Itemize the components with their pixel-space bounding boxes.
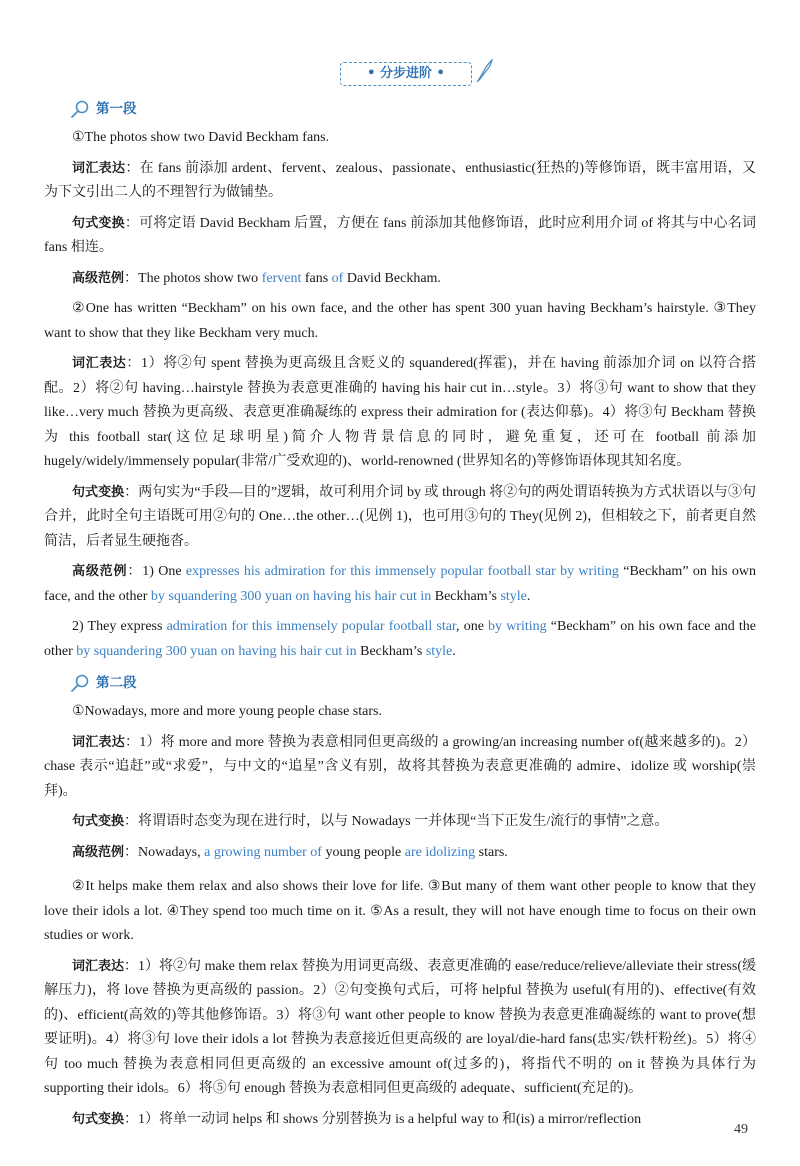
model-label: 高级范例: [72, 270, 125, 286]
s1-sentence-1: ①The photos show two David Beckham fans.: [72, 130, 330, 145]
model-highlight: admiration for this immensely popular football star: [166, 619, 457, 634]
s2-model-1: [44, 841, 756, 866]
s2-syntax-1: [44, 810, 756, 835]
model-text: Beckham’s: [356, 643, 426, 659]
model-highlight: by squandering 300 yuan on having his hair cut in: [76, 643, 357, 659]
syntax-label: 句式变换: [72, 215, 125, 231]
s1-vocab-1: [44, 157, 756, 206]
vocab-label: 词汇表达: [72, 356, 127, 371]
s1-model-2: [44, 560, 756, 609]
s1-syntax-2: [44, 481, 756, 555]
model-highlight: style: [425, 643, 453, 659]
section-2-heading: [70, 670, 756, 696]
s2-sentence-1: ①Nowadays, more and more young people chase stars.: [72, 704, 382, 719]
s1-vocab-1-text: ：在 fans 前添加 ardent、fervent、zealous、passionate、enthusiastic(狂热的)等修饰语，既丰富用语，又为下文引出二人的不理智行为做铺垫。: [44, 160, 756, 200]
section-banner: [340, 62, 472, 86]
magnifier-icon: [70, 673, 90, 693]
s1-syntax-2-text: ：两句实为“手段—目的”逻辑，故可利用介词 by 或 through 将②句的两处谓语转换为方式状语以与③句合并，此时全句主语既可用②句的 One…the other…(见例 1)，也可用③句的 They(见例 2)，但相较之下，前者更自然简洁，后者显生硬拖沓。: [44, 484, 756, 549]
s2-syntax-2: [44, 1108, 756, 1133]
model-highlight: expresses his admiration for this immensely popular football star by writing: [185, 564, 619, 579]
s2-syntax-2-text: ：1）将单一动词 helps 和 shows 分别替换为 is a helpful way to 和(is) a mirror/reflection: [124, 1111, 642, 1127]
s2-vocab-2-text: ：1）将②句 make them relax 替换为用词更高级、表意更准确的 ease/reduce/relieve/alleviate their stress(缓解压力)，将 love 替换为更高级的 passion。2）②句变换句式后，可将 helpful 替换为 useful(有用的)、effective(有效的)、efficient(高效的)等其他修饰语。3）将③句 want other people to know 替换为表意更准确凝练的 want to prove(想要证明)。4）将③句 love their idols a lot 替换为表意接近但更高级的 are loyal/die-hard fans(忠实/铁杆粉丝)。5）将④句 too much 替换为表意相同但更高级的 an excessive amount of(过多的)，将指代不明的 on it 替换为具体行为 supporting their idols。6）将⑤句 enough 替换为表意相同但更高级的 adequate、sufficient(充足的)。: [44, 958, 756, 1096]
s2-vocab-2: [44, 955, 756, 1102]
s2-sentence-2: ②It helps make them relax and also shows their love for life. ③But many of them want other people to know that they love their idols a lot. ④They spend too much time on it. ⑤As a result, they will not have enough time to focus on their own studies or work.: [44, 879, 756, 943]
model-highlight: are idolizing: [404, 844, 476, 860]
model-text: ：1) One: [127, 564, 186, 579]
model-highlight: by squandering 300 yuan on having his hair cut in: [150, 588, 432, 604]
model-text: David Beckham.: [343, 270, 441, 286]
banner-title: • 分步进阶 •: [367, 66, 445, 81]
model-text: 2) They express: [72, 619, 167, 634]
model-text: “Beckham” on his own face and the other: [44, 619, 756, 659]
model-text: ：The photos show two: [124, 270, 262, 286]
model-text: stars.: [475, 844, 508, 860]
s2-syntax-1-text: ：将谓语时态变为现在进行时，以与 Nowadays 一并体现“当下正发生/流行的事情”之意。: [124, 814, 669, 829]
syntax-label: 句式变换: [72, 1111, 125, 1127]
vocab-label: 词汇表达: [72, 958, 125, 974]
s1-syntax-1: [44, 212, 756, 261]
s1-sentence-2: ②One has written “Beckham” on his own face, and the other has spent 300 yuan having Beckham’s hairstyle. ③They want to show that they like Beckham very much.: [44, 301, 756, 341]
model-text: “Beckham” on his own face, and the other: [44, 564, 756, 604]
page-number: 49: [734, 1122, 748, 1137]
model-highlight: fervent: [261, 270, 302, 286]
s1-vocab-2: [44, 352, 756, 475]
s1-syntax-1-text: ：可将定语 David Beckham 后置，方便在 fans 前添加其他修饰语，此时应利用介词 of 将其与中心名词 fans 相连。: [44, 215, 756, 255]
page-content: [44, 62, 756, 1138]
model-label: 高级范例: [72, 844, 125, 860]
section-1-heading: [70, 96, 756, 122]
vocab-label: 词汇表达: [72, 160, 126, 176]
s1-vocab-2-text: ：1）将②句 spent 替换为更高级且含贬义的 squandered(挥霍)，并在 having 前添加介词 on 以符合搭配。2）将②句 having…hairstyle 替换为表意更准确的 having his hair cut in…style。3）将③句 want to show that they like…very much 替换为更高级、表意更准确凝练的 express their admiration for (表达仰慕)。4）将③句 Beckham 替换为 this football star(这位足球明星)简介人物背景信息的同时，避免重复，还可在 football 前添加 hugely/widely/immensely popular(非常/广受欢迎的)、world-renowned (世界知名的)等修饰语体现其知名度。: [44, 356, 756, 469]
syntax-label: 句式变换: [72, 814, 125, 829]
feather-pen-icon: [475, 59, 493, 83]
syntax-label: 句式变换: [72, 484, 125, 500]
s2-vocab-1-text: ：1）将 more and more 替换为表意相同但更高级的 a growing/an increasing number of(越来越多的)。2）chase 表示“追赶”或“求爱”，与中文的“追星”含义有别，故将其替换为表意更准确的 admire、idolize 或 worship(崇拜)。: [44, 734, 756, 799]
vocab-label: 词汇表达: [72, 734, 125, 750]
section-2-title: 第二段: [96, 674, 137, 691]
s2-vocab-1: [44, 731, 756, 805]
model-text: young people: [321, 844, 405, 860]
s1-model-1: [44, 267, 756, 292]
model-text: ：Nowadays,: [124, 844, 205, 860]
model-text: fans: [301, 270, 332, 286]
model-text: .: [526, 588, 531, 604]
model-label: 高级范例: [72, 564, 128, 579]
model-text: Beckham’s: [431, 588, 501, 604]
model-highlight: a growing number of: [204, 844, 322, 860]
model-highlight: by writing: [488, 619, 547, 634]
model-highlight: of: [331, 270, 344, 286]
model-text: .: [452, 643, 456, 659]
s1-model-3: [44, 615, 756, 664]
magnifier-icon: [70, 99, 90, 119]
section-1-title: 第一段: [96, 100, 137, 117]
model-text: , one: [456, 619, 489, 634]
model-highlight: style: [500, 588, 527, 604]
